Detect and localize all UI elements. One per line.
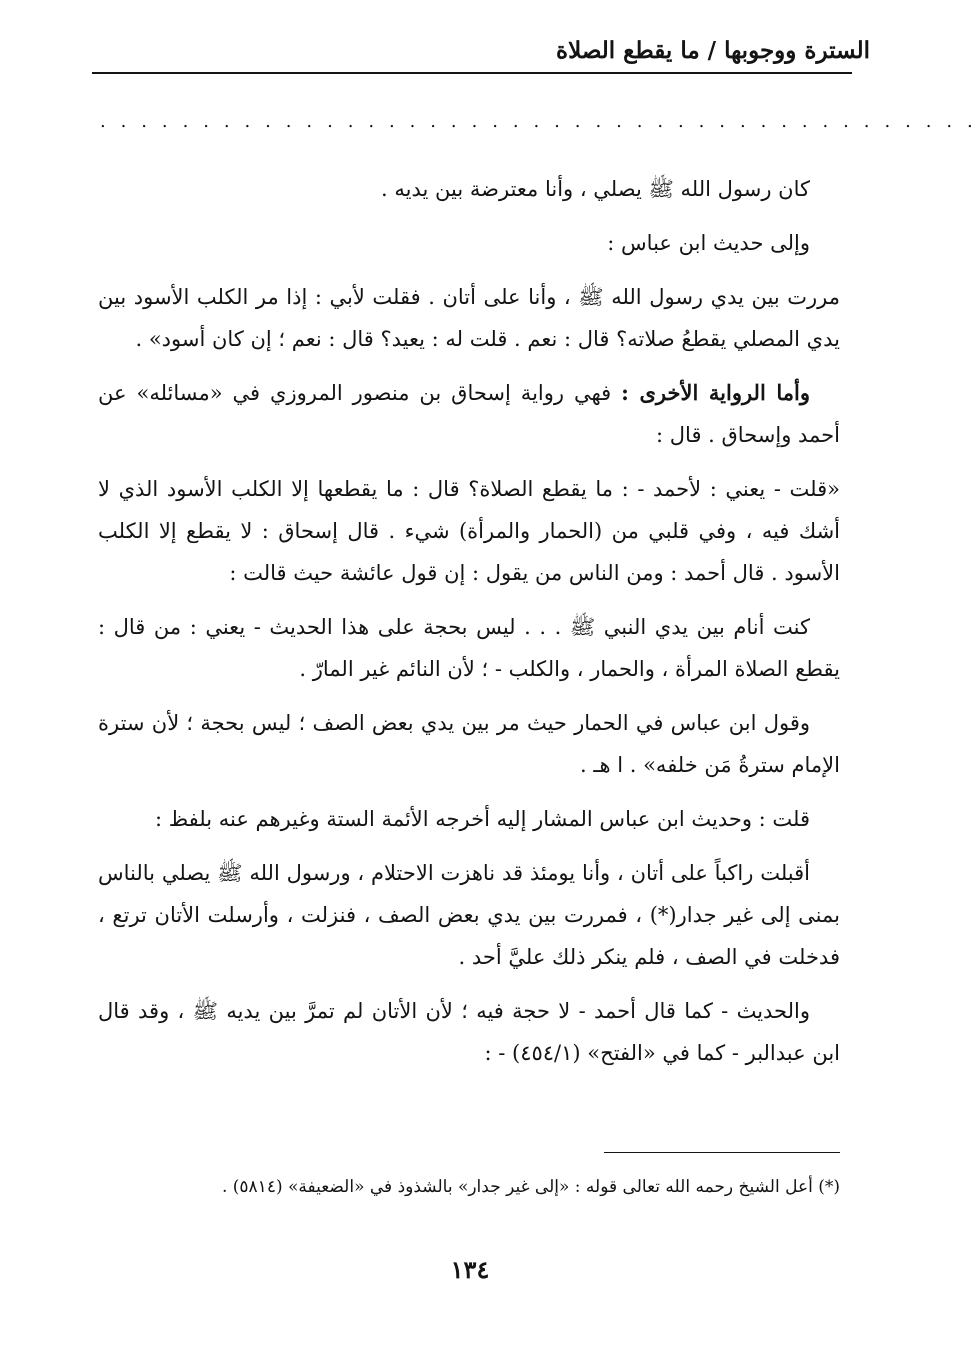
- footnote: (*) أعل الشيخ رحمه الله تعالى قوله : «إلى غير جدار» بالشذوذ في «الضعيفة» (٥٨١٤) .: [221, 1177, 840, 1197]
- paragraph-ahmad-quote: «قلت - يعني : لأحمد - : ما يقطع الصلاة؟ قال : ما يقطعها إلا الكلب الأسود الذي لا أشك فيه ، وفي قلبي من (الحمار والمرأة) شيء . قال إسحاق : لا يقطع إلا الكلب الأسود . قال أحمد : ومن الناس من يقول : إن قول عائشة حيث قالت :: [98, 477, 840, 585]
- page-number: ١٣٤: [450, 1255, 490, 1284]
- paragraph-ibn-abbas-quote: مررت بين يدي رسول الله ﷺ ، وأنا على أتان . فقلت لأبي : إذا مر الكلب الأسود بين يدي المصلي يقطعُ صلاته؟ قال : نعم . قلت له : يعيد؟ قال : نعم ؛ إن كان أسود» .: [98, 285, 840, 351]
- body-text: [98, 168, 840, 1086]
- paragraph-aisha-sleep: كنت أنام بين يدي النبي ﷺ . . . ليس بحجة على هذا الحديث - يعني : من قال : يقطع الصلاة المرأة ، والحمار ، والكلب - ؛ لأن النائم غير المارّ .: [98, 615, 840, 681]
- paragraph-intro-ibn-abbas: وإلى حديث ابن عباس :: [607, 231, 810, 255]
- footnote-rule: [604, 1152, 840, 1153]
- paragraph-body: فهي رواية إسحاق بن منصور المروزي في «مسائله» عن أحمد وإسحاق . قال :: [98, 381, 840, 447]
- header-rule: [92, 72, 852, 74]
- paragraph-ibn-abbas-donkey: وقول ابن عباس في الحمار حيث مر بين يدي بعض الصف ؛ ليس بحجة ؛ لأن سترة الإمام سترةُ مَن خلفه» . ا هـ .: [98, 711, 840, 777]
- dotted-separator: . . . . . . . . . . . . . . . . . . . . . . . . . . . . . . . . . . . . . . . . . . .: [100, 111, 977, 132]
- paragraph-aisha-hadith: كان رسول الله ﷺ يصلي ، وأنا معترضة بين يديه .: [381, 177, 810, 201]
- paragraph-author-note: قلت : وحديث ابن عباس المشار إليه أخرجه الأئمة الستة وغيرهم عنه بلفظ :: [154, 807, 810, 831]
- paragraph-other-narration: [98, 372, 840, 456]
- paragraph-lead: وأما الرواية الأخرى :: [621, 380, 810, 405]
- running-header-title: السترة ووجوبها / ما يقطع الصلاة: [556, 37, 870, 64]
- paragraph-full-hadith: أقبلت راكباً على أتان ، وأنا يومئذ قد ناهزت الاحتلام ، ورسول الله ﷺ يصلي بالناس بمنى إلى غير جدار(*) ، فمررت بين يدي بعض الصف ، فنزلت ، وأرسلت الأتان ترتع ، فدخلت في الصف ، فلم ينكر ذلك عليَّ أحد .: [98, 861, 840, 969]
- paragraph-conclusion: والحديث - كما قال أحمد - لا حجة فيه ؛ لأن الأتان لم تمرَّ بين يديه ﷺ ، وقد قال ابن عبدالبر - كما في «الفتح» (٤٥٤/١) - :: [98, 999, 840, 1065]
